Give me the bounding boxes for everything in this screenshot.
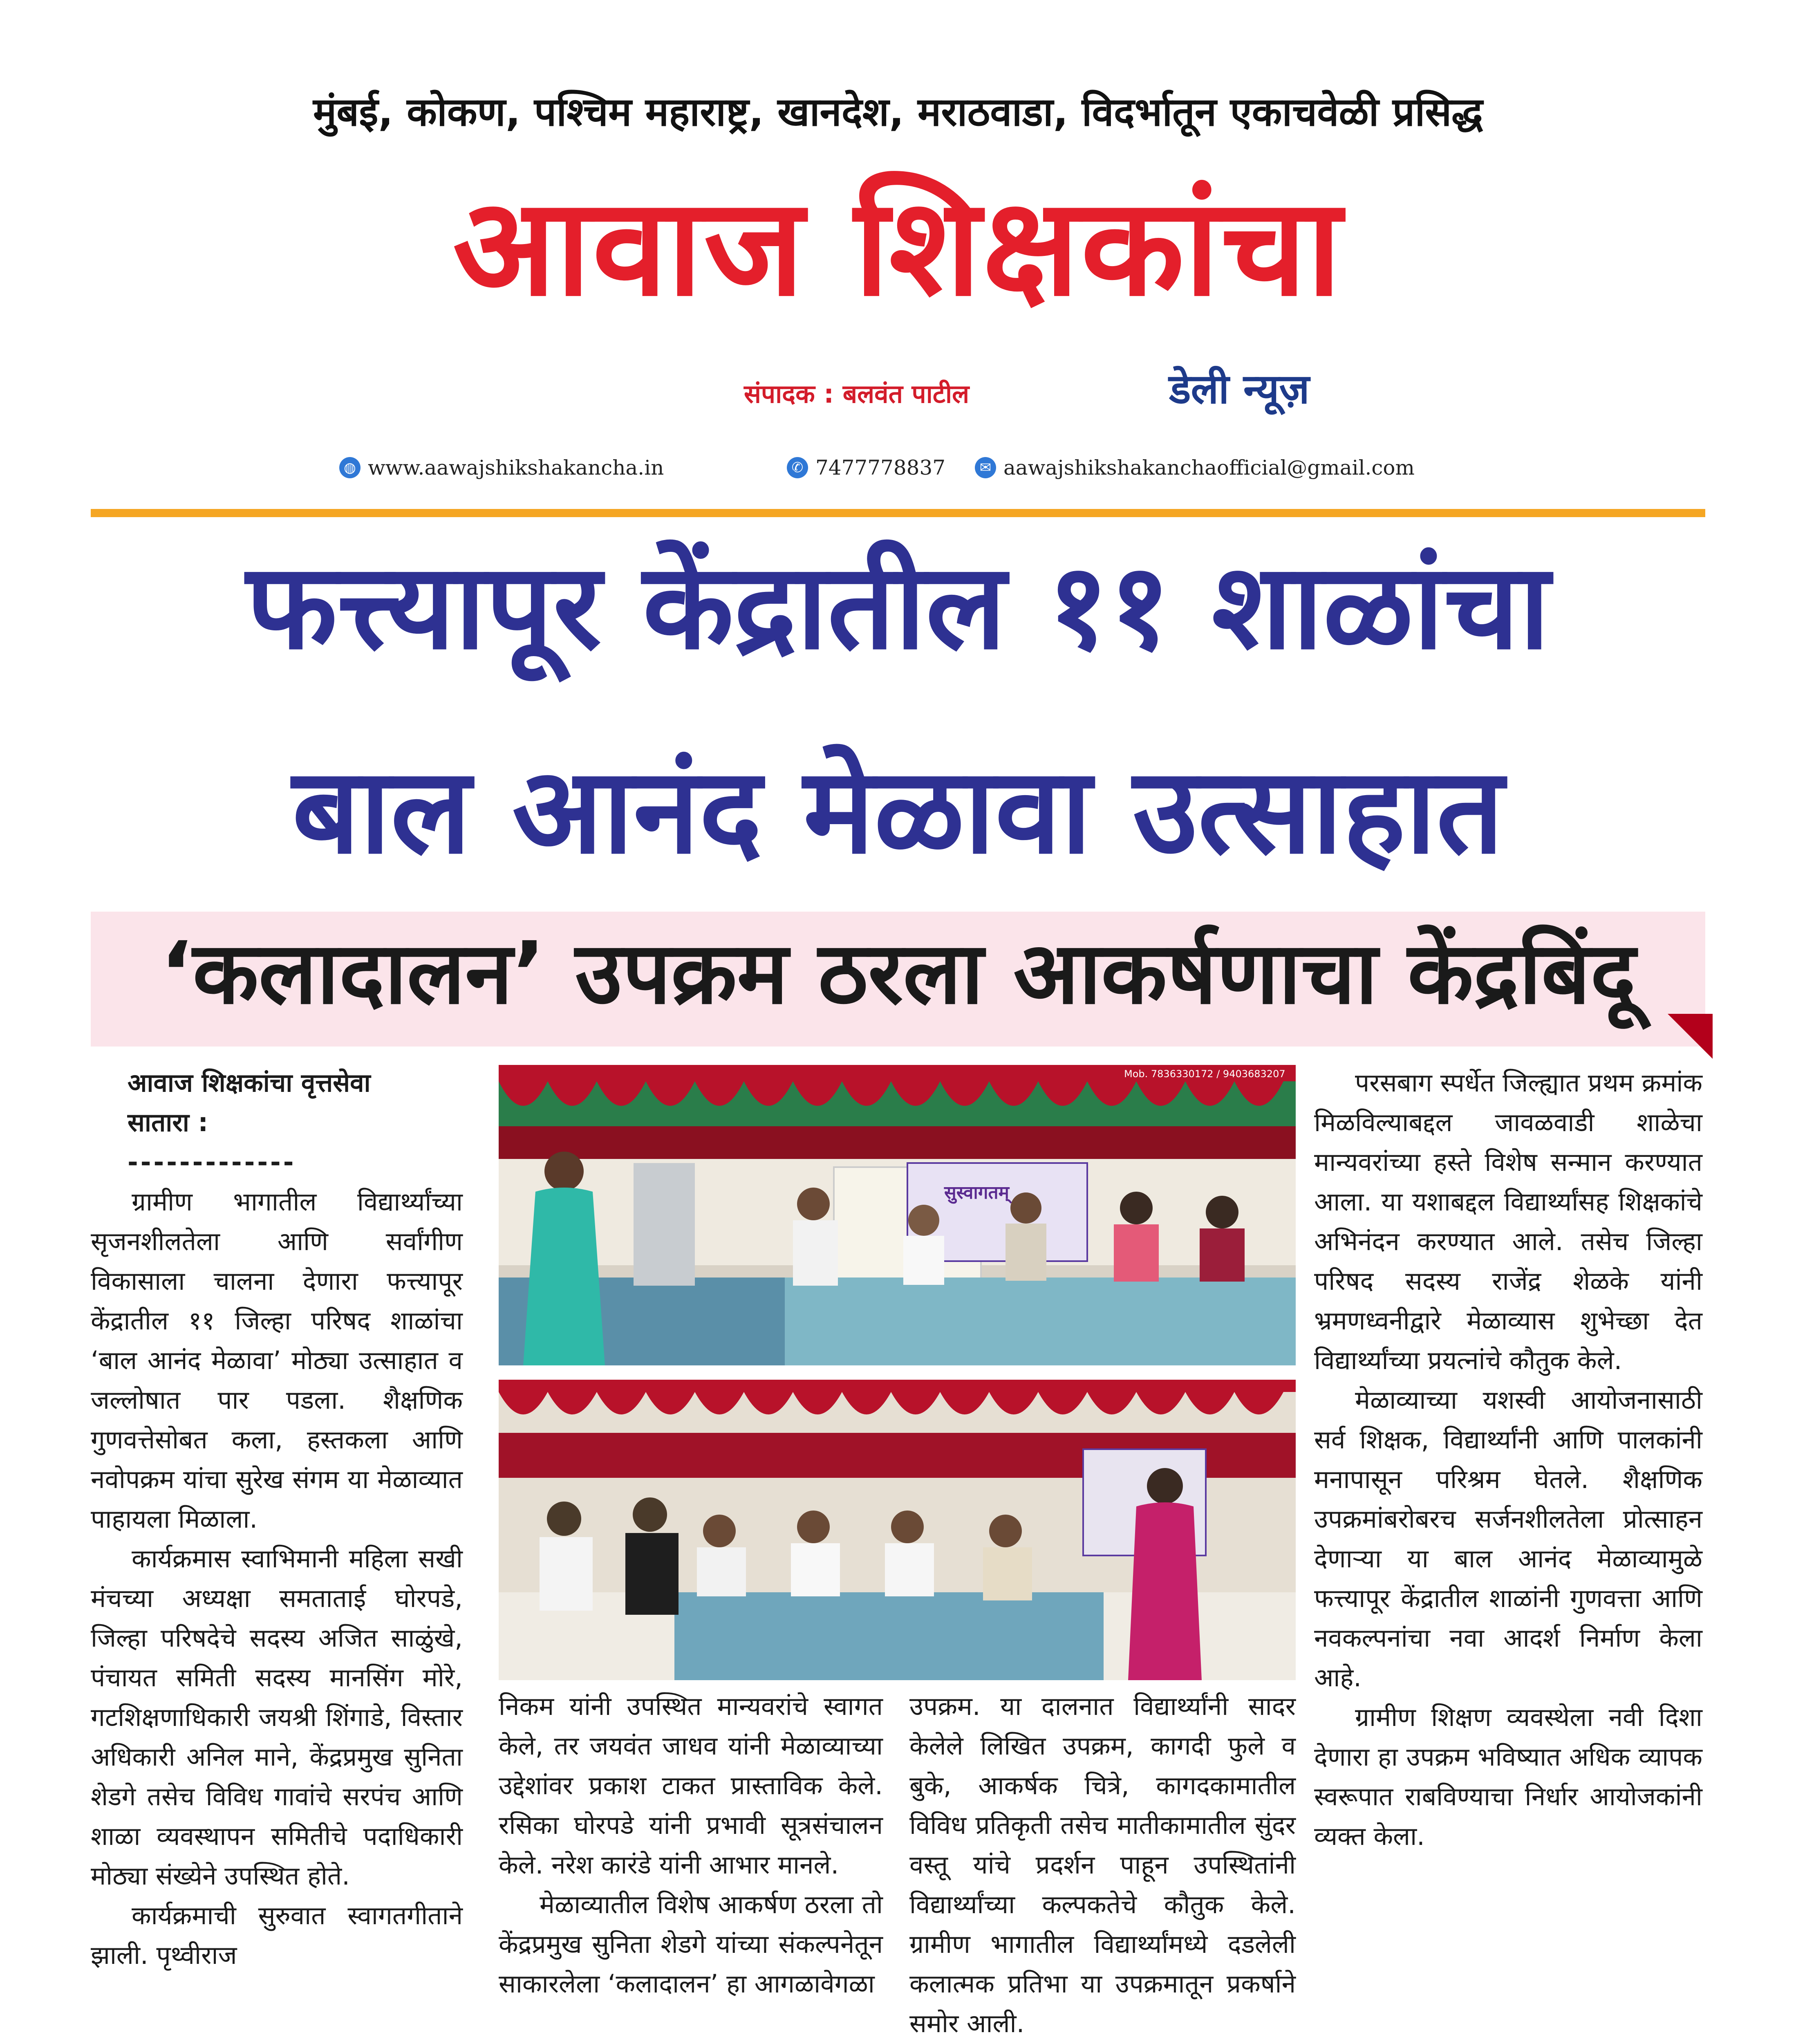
paragraph: उपक्रम. या दालनात विद्यार्थ्यांनी सादर केलेले लिखित उपक्रम, कागदी फुले व बुके, आकर्षक चित्रे, कागदकामातील विविध प्रतिकृती तसेच मातीकामातील सुंदर वस्तू यांचे प्रदर्शन पाहून उपस्थितांनी विद्यार्थ्यांच्या कल्पकतेचे कौतुक केले. ग्रामीण भागातील विद्यार्थ्यांमध्ये दडलेली कलात्मक प्रतिभा या उपक्रमातून प्रकर्षाने समोर आली. bbox=[909, 1691, 1296, 2038]
article-column-4 bbox=[1314, 1063, 1702, 1856]
event-photo-1 bbox=[499, 1065, 1296, 1365]
email-icon: ✉ bbox=[975, 457, 996, 478]
masthead-title: आवाज शिक्षकांचा bbox=[452, 169, 1344, 326]
subheadline-corner-accent bbox=[1668, 1014, 1713, 1059]
phone-text: 7477778837 bbox=[815, 456, 946, 480]
paragraph: कार्यक्रमाची सुरुवात स्वागतगीताने झाली. पृथ्वीराज bbox=[91, 1901, 463, 1970]
welcome-banner-text: सुस्वागतम् bbox=[944, 1182, 1009, 1203]
paragraph: ग्रामीण भागातील विद्यार्थ्यांच्या सृजनशीलतेला आणि सर्वांगीण विकासाला चालना देणारा फत्त्यापूर केंद्रातील ११ जिल्हा परिषद शाळांचा ‘बाल आनंद मेळावा’ मोठ्या उत्साहात व जल्लोषात पार पडला. शैक्षणिक गुणवत्तेसोबत कला, हस्तकला आणि नवोपक्रम यांचा सुरेख संगम या मेळाव्यात पाहायला मिळाला. bbox=[91, 1187, 463, 1534]
header-divider bbox=[91, 509, 1705, 517]
contact-bar bbox=[0, 456, 1796, 489]
website-contact[interactable] bbox=[339, 456, 664, 480]
paragraph: मेळाव्यातील विशेष आकर्षण ठरला तो केंद्रप्रमुख सुनिता शेडगे यांच्या संकल्पनेतून साकारलेला ‘कलादालन’ हा आगळावेगळा bbox=[499, 1889, 883, 1999]
edition-label: डेली न्यूज़ bbox=[1169, 365, 1310, 413]
email-text: aawajshikshakanchaofficial@gmail.com bbox=[1003, 456, 1415, 480]
article-column-2 bbox=[499, 1686, 883, 2004]
headline-line-2: बाल आनंद मेळावा उत्साहात bbox=[292, 742, 1504, 880]
paragraph: मेळाव्याच्या यशस्वी आयोजनासाठी सर्व शिक्षक, विद्यार्थ्यांनी आणि पालकांनी मनापासून परिश्रम घेतले. शैक्षणिक उपक्रमांबरोबरच सर्जनशीलतेला प्रोत्साहन देणाऱ्या या बाल आनंद मेळाव्यामुळे फत्त्यापूर केंद्रातील शाळांनी गुणवत्ता आणि नवकल्पनांचा नवा आदर्श निर्माण केला आहे. bbox=[1314, 1385, 1702, 1692]
byline-place: सातारा : bbox=[128, 1107, 208, 1137]
paragraph: परसबाग स्पर्धेत जिल्ह्यात प्रथम क्रमांक मिळविल्याबद्दल जावळवाडी शाळेचा मान्यवरांच्या हस्ते विशेष सन्मान करण्यात आला. या यशाबद्दल विद्यार्थ्यांसह शिक्षकांचे अभिनंदन करण्यात आले. तसेच जिल्हा परिषद सदस्य राजेंद्र शेळके यांनी भ्रमणध्वनीद्वारे मेळाव्यास शुभेच्छा देत विद्यार्थ्यांच्या प्रयत्नांचे कौतुक केले. bbox=[1314, 1068, 1702, 1375]
paragraph: ग्रामीण शिक्षण व्यवस्थेला नवी दिशा देणारा हा उपक्रम भविष्यात अधिक व्यापक स्वरूपात राबविण्याचा निर्धार आयोजकांनी व्यक्त केला. bbox=[1314, 1702, 1702, 1851]
banner-phone-text: Mob. 7836330172 / 9403683207 bbox=[1124, 1068, 1285, 1080]
byline-agency: आवाज शिक्षकांचा वृत्तसेवा bbox=[128, 1068, 371, 1098]
headline-line-1: फत्त्यापूर केंद्रातील ११ शाळांचा bbox=[246, 538, 1550, 676]
byline-dashes: ------------- bbox=[128, 1147, 296, 1177]
edition-tagline: मुंबई, कोकण, पश्चिम महाराष्ट्र, खानदेश, मराठवाडा, विदर्भातून एकाचवेळी प्रसिद्ध bbox=[313, 89, 1483, 135]
article-column-1 bbox=[91, 1063, 463, 1975]
event-photo-1-drawing bbox=[499, 1065, 1296, 1365]
phone-contact[interactable] bbox=[787, 456, 945, 480]
paragraph: कार्यक्रमास स्वाभिमानी महिला सखी मंचच्या अध्यक्षा समताताई घोरपडे, जिल्हा परिषदेचे सदस्य अजित साळुंखे, पंचायत समिती सदस्य मानसिंग मोरे, गटशिक्षणाधिकारी जयश्री शिंगाडे, विस्तार अधिकारी अनिल माने, केंद्रप्रमुख सुनिता शेडगे तसेच विविध गावांचे सरपंच आणि शाळा व्यवस्थापन समितीचे पदाधिकारी मोठ्या संख्येने उपस्थित होते. bbox=[91, 1544, 463, 1891]
website-text: www.aawajshikshakancha.in bbox=[368, 456, 664, 480]
byline bbox=[91, 1063, 463, 1182]
event-photo-2-drawing bbox=[499, 1380, 1296, 1680]
globe-icon: ◍ bbox=[339, 457, 361, 478]
event-photo-2 bbox=[499, 1380, 1296, 1680]
paragraph: निकम यांनी उपस्थित मान्यवरांचे स्वागत केले, तर जयवंत जाधव यांनी मेळाव्याच्या उद्देशांवर प्रकाश टाकत प्रास्ताविक केले. रसिका घोरपडे यांनी प्रभावी सूत्रसंचालन केले. नरेश कारंडे यांनी आभार मानले. bbox=[499, 1691, 883, 1880]
email-contact[interactable] bbox=[975, 456, 1415, 480]
editor-credit: संपादक : बलवंत पाटील bbox=[744, 379, 970, 409]
article-column-3 bbox=[909, 1686, 1296, 2043]
phone-icon: ✆ bbox=[787, 457, 808, 478]
subheadline: ‘कलादालन’ उपक्रम ठरला आकर्षणाचा केंद्रबिंदू bbox=[160, 923, 1636, 1023]
